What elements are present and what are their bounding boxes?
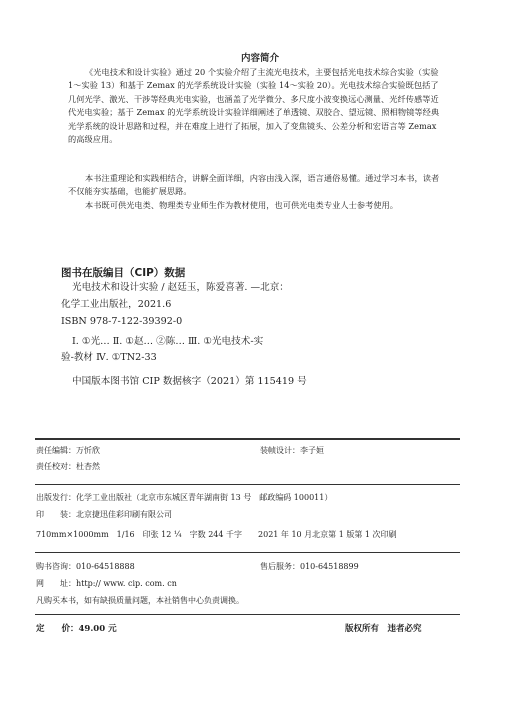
book-specs: 710mm×1000mm 1/16 印张 12 ¼ 字数 244 千字 2021 年 10 月北京第 1 版第 1 次印刷	[36, 530, 397, 539]
cip-line-6: 中国版本图书馆 CIP 数据核字（2021）第 115419 号	[72, 376, 307, 387]
intro-title: 内容简介	[240, 53, 279, 64]
printer-info: 印 装：北京捷迅佳彩印刷有限公司	[36, 510, 172, 519]
cip-line-1: 光电技术和设计实验 / 赵廷玉，陈爱喜著. —北京：	[72, 282, 289, 293]
cip-line-5: 验-教材 Ⅳ. ①TN2-33	[61, 352, 157, 363]
cip-line-2: 化学工业出版社，2021.6	[61, 299, 172, 310]
quality-notice: 凡购买本书，如有缺损质量问题，本社销售中心负责调换。	[36, 596, 244, 605]
divider-top	[35, 438, 460, 440]
cip-heading: 图书在版编目（CIP）数据	[61, 267, 186, 279]
price: 定 价：49.00 元	[36, 624, 117, 634]
divider-2	[35, 484, 460, 485]
website-link[interactable]: 网 址：http:// www. cip. com. cn	[36, 579, 177, 588]
cip-line-4: Ⅰ. ①光… Ⅱ. ①赵… ②陈… Ⅲ. ①光电技术-实	[72, 336, 264, 347]
rights-notice: 版权所有 违者必究	[345, 624, 422, 634]
intro-paragraph-1: 《光电技术和设计实验》通过 20 个实验介绍了主流光电技术，主要包括光电技术综合实验（实验 1～实验 13）和基于 Zemax 的光学系统设计实验（实验 14～实验 20）。光电技术综合实验既包括了几何光学、激光、干涉等经典光电实验，也涵盖了光学微分、多尺度小波变换远心测量、光纤传感等近代光电实验；基于 Zemax 的光学系统设计实验详细阐述了单透镜、双胶合、望远镜、照相物镜等经典光学系统的设计思路和过程，并在难度上进行了拓展，加入了变焦镜头、公差分析和宏语言等 Zemax 的高级应用。	[68, 67, 440, 145]
editor-credit: 责任编辑：万忻欣	[36, 446, 100, 455]
publisher-issue: 出版发行：化学工业出版社（北京市东城区青年湖南街 13 号 邮政编码 100011）	[36, 493, 333, 502]
proofreader-credit: 责任校对：杜杏然	[36, 462, 100, 471]
intro-paragraph-2: 本书注重理论和实践相结合，讲解全面详细，内容由浅入深，语言通俗易懂。通过学习本书，读者不仅能夯实基础，也能扩展思路。	[68, 173, 440, 197]
designer-credit: 装帧设计：李子姮	[260, 446, 324, 455]
divider-3	[35, 552, 460, 553]
cip-line-3: ISBN 978-7-122-39392-0	[61, 316, 183, 327]
intro-paragraph-3: 本书既可供光电类、物理类专业师生作为教材使用，也可供光电类专业人士参考使用。	[85, 200, 399, 210]
purchase-contact: 购书咨询：010-64518888	[36, 562, 135, 571]
aftersales-contact: 售后服务：010-64518899	[260, 562, 359, 571]
divider-4	[35, 614, 460, 615]
